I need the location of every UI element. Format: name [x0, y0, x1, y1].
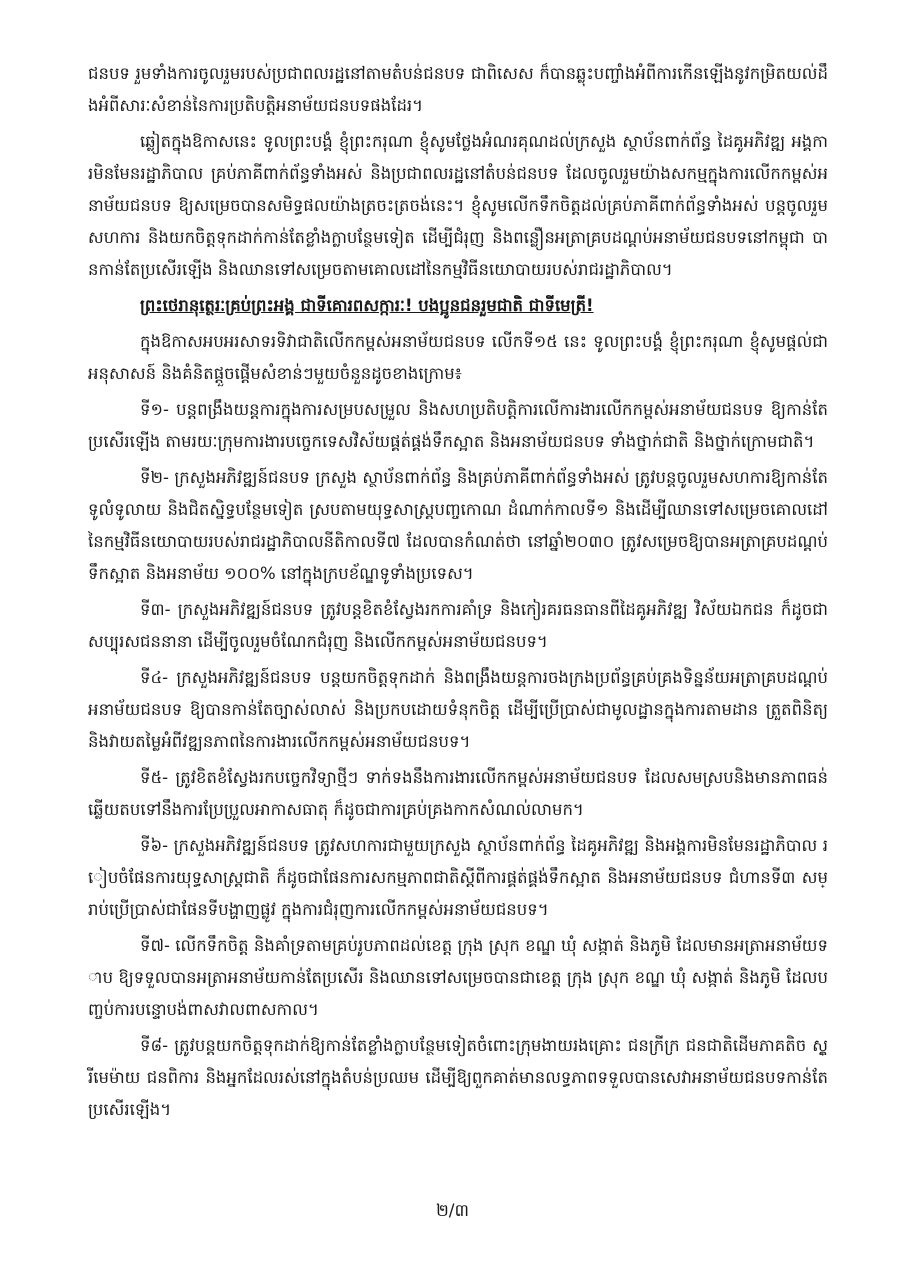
recommendation-2: ទី២- ក្រសួងអភិវឌ្ឍន៍ជនបទ ក្រសួង ស្ថាប័នពាក់ព័ន្ធ និងគ្រប់ភាគីពាក់ព័ន្ធទាំងអស់ ត្រូវបន្តចូលរួមសហការឱ្យកាន់តែទូលំទូលាយ និងជិតស្និទ្ធបន្ថែមទៀត ស្របតាមយុទ្ធសាស្ត្របញ្ចកោណ ដំណាក់កាលទី១ និងដើម្បីឈានទៅសម្រេចគោលដៅនៃកម្មវិធីនយោបាយរបស់រាជរដ្ឋាភិបាលនីតិកាលទី៧ ដែលបានកំណត់ថា នៅឆ្នាំ២០៣០ ត្រូវសម្រេចឱ្យបានអត្រាគ្របដណ្តប់ទឹកស្អាត និងអនាម័យ ១០០% នៅក្នុងក្របខ័ណ្ឌទូទាំងប្រទេស។: [88, 468, 828, 583]
recommendation-5: ទី៥- ត្រូវខិតខំស្វែងរកបច្ចេកវិទ្យាថ្មីៗ ទាក់ទងនឹងការងារលើកកម្ពស់អនាម័យជនបទ ដែលសមស្របនិងមានភាពធន់ ឆ្លើយតបទៅនឹងការប្រែប្រួលអាកាសធាតុ ក៏ដូចជាការគ្រប់គ្រងកាកសំណល់លាមក។: [88, 768, 828, 819]
recommendation-1: ទី១- បន្តពង្រឹងយន្តការក្នុងការសម្របសម្រួល និងសហប្រតិបត្តិការលើការងារលើកកម្ពស់អនាម័យជនបទ ឱ្យកាន់តែប្រសើរឡើង តាមរយៈក្រុមការងារបច្ចេកទេសវិស័យផ្គត់ផ្គង់ទឹកស្អាត និងអនាម័យជនបទ ទាំងថ្នាក់ជាតិ និងថ្នាក់ក្រោមជាតិ។: [88, 400, 828, 451]
recommendation-6: ទី៦- ក្រសួងអភិវឌ្ឍន៍ជនបទ ត្រូវសហការជាមួយក្រសួង ស្ថាប័នពាក់ព័ន្ធ ដៃគូអភិវឌ្ឍ និងអង្គការមិនមែនរដ្ឋាភិបាល រៀបចំផែនការយុទ្ធសាស្ត្រជាតិ ក៏ដូចជាផែនការសកម្មភាពជាតិស្តីពីការផ្គត់ផ្គង់ទឹកស្អាត និងអនាម័យជនបទ ជំហានទី៣ សម្រាប់ប្រើប្រាស់ជាផែនទីបង្ហាញផ្លូវ ក្នុងការជំរុញការលើកកម្ពស់អនាម័យជនបទ។: [88, 836, 828, 919]
paragraph-intro-recommendations: ក្នុងឱកាសអបអរសាទរទិវាជាតិលើកកម្ពស់អនាម័យជនបទ លើកទី១៥ នេះ ទូលព្រះបង្គំ ខ្ញុំព្រះករុណា ខ្ញុំសូមផ្តល់ជាអនុសាសន៍ និងគំនិតផ្តួចផ្តើមសំខាន់ៗមួយចំនួនដូចខាងក្រោម៖: [88, 332, 828, 383]
page-number: ២/៣: [435, 1201, 470, 1221]
paragraph-continuation: ជនបទ រួមទាំងការចូលរួមរបស់ប្រជាពលរដ្ឋនៅតាមតំបន់ជនបទ ជាពិសេស ក៏បានឆ្លុះបញ្ចាំងអំពីការកើនឡើងនូវកម្រិតយល់ដឹងអំពីសារៈសំខាន់នៃការប្រតិបត្តិអនាម័យជនបទផងដែរ។: [88, 64, 828, 115]
recommendation-4: ទី៤- ក្រសួងអភិវឌ្ឍន៍ជនបទ បន្តយកចិត្តទុកដាក់ និងពង្រឹងយន្តការចងក្រងប្រព័ន្ធគ្រប់គ្រងទិន្នន័យអត្រាគ្របដណ្តប់អនាម័យជនបទ ឱ្យបានកាន់តែច្បាស់លាស់ និងប្រកបដោយទំនុកចិត្ត ដើម្បីប្រើប្រាស់ជាមូលដ្ឋានក្នុងការតាមដាន ត្រួតពិនិត្យ និងវាយតម្លៃអំពីវឌ្ឍនភាពនៃការងារលើកកម្ពស់អនាម័យជនបទ។: [88, 668, 828, 751]
document-page: [88, 58, 828, 1238]
recommendation-8: ទី៨- ត្រូវបន្តយកចិត្តទុកដាក់ឱ្យកាន់តែខ្លាំងក្លាបន្ថែមទៀតចំពោះក្រុមងាយរងគ្រោះ ជនក្រីក្រ ជនជាតិដើមភាគតិច ស្ត្រីមេម៉ាយ ជនពិការ និងអ្នកដែលរស់នៅក្នុងតំបន់ប្រឈម ដើម្បីឱ្យពួកគាត់មានលទ្ធភាពទទួលបានសេវាអនាម័យជនបទកាន់តែប្រសើរឡើង។: [88, 1036, 828, 1119]
recommendation-7: ទី៧- លើកទឹកចិត្ត និងគាំទ្រតាមគ្រប់រូបភាពដល់ខេត្ត ក្រុង ស្រុក ខណ្ឌ ឃុំ សង្កាត់ និងភូមិ ដែលមានអត្រាអនាម័យទាប ឱ្យទទួលបានអត្រាអនាម័យកាន់តែប្រសើរ និងឈានទៅសម្រេចបានជាខេត្ត ក្រុង ស្រុក ខណ្ឌ ឃុំ សង្កាត់ និងភូមិ ដែលបញ្ចប់ការបន្ទោបង់ពាសវាលពាសកាល។: [88, 936, 828, 1019]
salutation-heading: ព្រះថេរានុត្ថេរៈគ្រប់ព្រះអង្គ ជាទីគោរពសក្ការៈ! បងប្អូនជនរួមជាតិ ជាទីមេត្រី!: [140, 296, 594, 315]
paragraph-thanks: ឆ្លៀតក្នុងឱកាសនេះ ទូលព្រះបង្គំ ខ្ញុំព្រះករុណា ខ្ញុំសូមថ្លែងអំណរគុណដល់ក្រសួង ស្ថាប័នពាក់ព័ន្ធ ដៃគូអភិវឌ្ឍ អង្គការមិនមែនរដ្ឋាភិបាល គ្រប់ភាគីពាក់ព័ន្ធទាំងអស់ និងប្រជាពលរដ្ឋនៅតំបន់ជនបទ ដែលចូលរួមយ៉ាងសកម្មក្នុងការលើកកម្ពស់អនាម័យជនបទ ឱ្យសម្រេចបានសមិទ្ធផលយ៉ាងត្រចះត្រចង់នេះ។ ខ្ញុំសូមលើកទឹកចិត្តដល់គ្រប់ភាគីពាក់ព័ន្ធទាំងអស់ បន្តចូលរួមសហការ និងយកចិត្តទុកដាក់កាន់តែខ្លាំងក្លាបន្ថែមទៀត ដើម្បីជំរុញ និងពន្លឿនអត្រាគ្របដណ្តប់អនាម័យជនបទនៅកម្ពុជា បានកាន់តែប្រសើរឡើង និងឈានទៅសម្រេចតាមគោលដៅនៃកម្មវិធីនយោបាយរបស់រាជរដ្ឋាភិបាល។: [88, 132, 828, 279]
recommendation-3: ទី៣- ក្រសួងអភិវឌ្ឍន៍ជនបទ ត្រូវបន្តខិតខំស្វែងរកការគាំទ្រ និងកៀរគរធនធានពីដៃគូអភិវឌ្ឍ វិស័យឯកជន ក៏ដូចជាសប្បុរសជននានា ដើម្បីចូលរួមចំណែកជំរុញ និងលើកកម្ពស់អនាម័យជនបទ។: [88, 600, 828, 651]
